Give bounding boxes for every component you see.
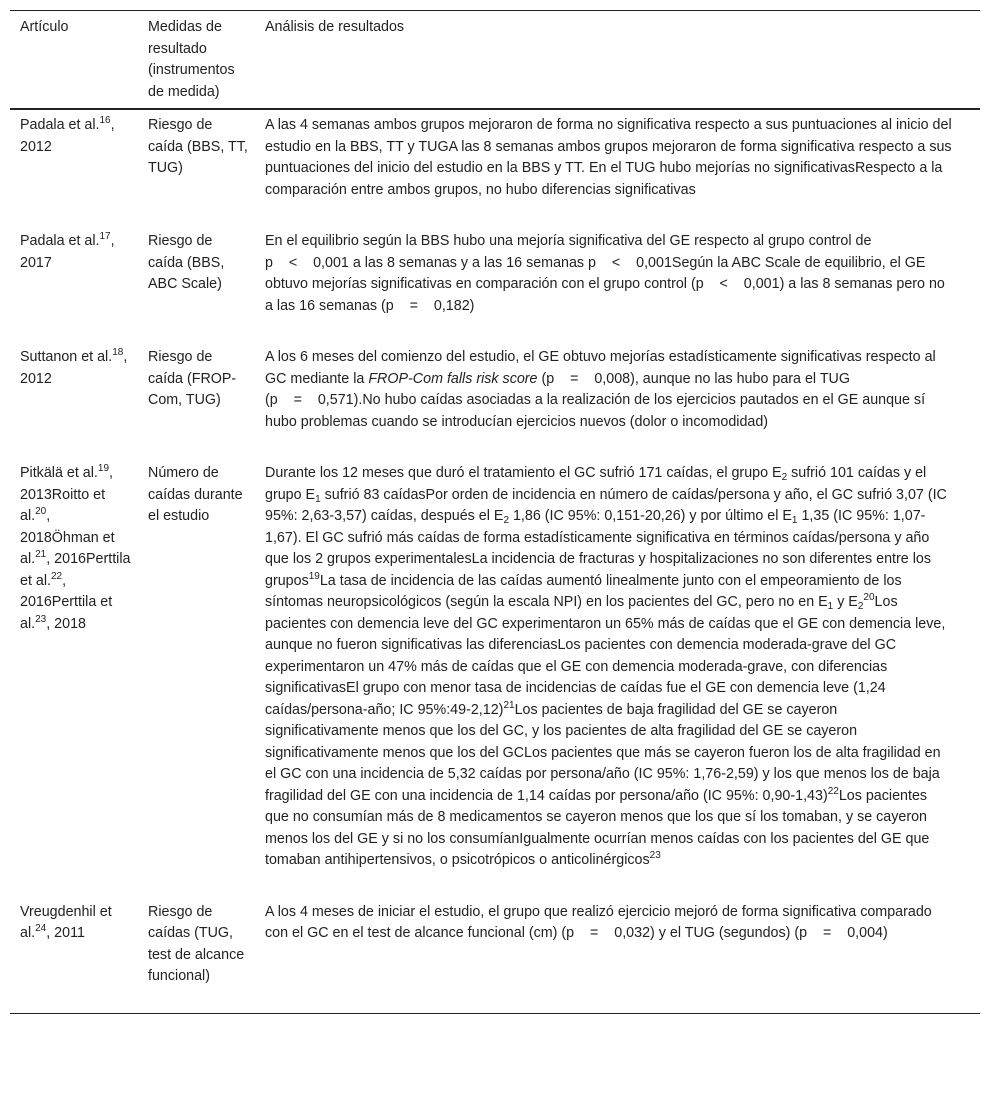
header-articulo: Artículo bbox=[20, 19, 69, 35]
header-row bbox=[10, 11, 980, 110]
analysis-text: A los 6 meses del comienzo del estudio, el GE obtuvo mejorías estadísticamente significativas respecto al GC mediante la FROP-Com falls risk score (p = 0,008), aunque no las hubo para el TUG (p = 0,571).No hubo caídas asociadas a la realización de los ejercicios pautados en el GE aunque sí hubo problemas cuando se introducían ejercicios nuevos (dolor o incomodidad) bbox=[265, 349, 936, 430]
table-row bbox=[10, 342, 980, 458]
analysis-text: A las 4 semanas ambos grupos mejoraron de forma no significativa respecto a sus puntuaciones al inicio del estudio en la BBS, TT y TUGA las 8 semanas ambos grupos mejoraron de forma significativa respecto a sus puntuaciones del inicio del estudio en la BBS y TT. En el TUG hubo mejorías no significativasRespecto a la comparación entre ambos grupos, no hubo diferencias significativas bbox=[265, 117, 952, 198]
analysis-text: A los 4 meses de iniciar el estudio, el grupo que realizó ejercicio mejoró de forma significativa comparado con el GC en el test de alcance funcional (cm) (p = 0,032) y el TUG (segundos) (p = 0,004) bbox=[265, 903, 932, 941]
article-cell bbox=[10, 897, 138, 1014]
measures-text: Riesgo de caída (BBS, TT, TUG) bbox=[148, 117, 248, 176]
measures-text: Riesgo de caídas (TUG, test de alcance funcional) bbox=[148, 903, 245, 984]
analysis-cell bbox=[255, 226, 980, 342]
analysis-text: Durante los 12 meses que duró el tratamiento el GC sufrió 171 caídas, el grupo $E_2$ sufrió 101 caídas y el grupo $E_1$ sufrió 83 caídasPor orden de incidencia en número de caídas/persona y año, el GC sufrió 3,07 (IC 95%: 2,63-3,57) caídas, después el $E_2$ 1,86 (IC 95%: 0,151-20,26) y por último el $E_1$ 1,35 (IC 95%: 1,07-1,67). El GC sufrió más caídas de forma estadísticamente significativa en términos caídas/persona y año que los 2 grupos experimentalesLa incidencia de fracturas y hospitalizaciones no son diferentes entre los grupos$^{19}$La tasa de incidencia de las caídas aumentó linealmente junto con el empeoramiento de los síntomas neuropsicológicos (según la escala NPI) en los pacientes del GC, pero no en $E_1$ y $E_2^{20}Los$ pacientes con demencia leve del GC experimentaron un 65% más de caídas que el GE con demencia leve, aunque no fueron significativas las diferenciasLos pacientes con demencia moderada-grave del GC experimentaron un 47% más de caídas que el GE con demencia moderada-grave, con diferencias significativasEl grupo con menor tasa de incidencias de caídas fue el GE con demencia leve (1,24 caídas/persona-año; IC 95%:49-2,12)$^{21}$Los pacientes de baja fragilidad del GE se cayeron significativamente menos que los del GC, y los pacientes de alta fragilidad del GE se cayeron significativamente menos que los del GCLos pacientes que más se cayeron fueron los de alta fragilidad en el GC con una incidencia de 5,32 caídas por persona/año (IC 95%: 1,76-2,59) y los que menos los de baja fragilidad del GE con una incidencia de 1,14 caídas por persona/año (IC 95%: 0,90-1,43)$^{22}$Los pacientes que no consumían más de 8 medicamentos se cayeron menos que los que sí los tomaban, y se cayeron menos los del GE y si no los consumíanIgualmente ocurrían menos caídas con los pacientes del GE que tomaban antihipertensivos, o psicotrópicos o anticolinérgicos$^{23}$ bbox=[265, 465, 947, 868]
analysis-text: En el equilibrio según la BBS hubo una mejoría significativa del GE respecto al grupo control de p < 0,001 a las 8 semanas y a las 16 semanas p < 0,001Según la ABC Scale de equilibrio, el GE obtuvo mejorías significativas en comparación con el grupo control (p < 0,001) a las 8 semanas pero no a las 16 semanas (p = 0,182) bbox=[265, 233, 945, 314]
header-medidas: Medidas de resultado (instrumentos de medida) bbox=[148, 19, 235, 100]
article-text: Vreugdenhil et al.$^{24}$, 2011 bbox=[20, 903, 112, 941]
measures-text: Número de caídas durante el estudio bbox=[148, 465, 243, 524]
article-cell bbox=[10, 109, 138, 226]
measures-cell bbox=[138, 897, 255, 1014]
measures-cell bbox=[138, 458, 255, 897]
header-analisis: Análisis de resultados bbox=[265, 19, 405, 35]
table-row bbox=[10, 458, 980, 897]
article-text: Pitkälä et al.$^{19}$, 2013Roitto et al.$^{20}$, 2018Öhman et al.$^{21}$, 2016Perttila et al.$^{22}$, 2016Perttila et al.$^{23}$, 2018 bbox=[20, 463, 131, 632]
table-row bbox=[10, 897, 980, 1014]
article-cell bbox=[10, 226, 138, 342]
table-row bbox=[10, 109, 980, 226]
article-cell bbox=[10, 342, 138, 458]
article-cell bbox=[10, 458, 138, 897]
measures-text: Riesgo de caída (BBS, ABC Scale) bbox=[148, 233, 225, 292]
measures-cell bbox=[138, 109, 255, 226]
results-table bbox=[10, 10, 980, 1014]
measures-cell bbox=[138, 342, 255, 458]
analysis-cell bbox=[255, 897, 980, 1014]
article-text: Padala et al.$^{17}$, 2017 bbox=[20, 231, 115, 271]
table-row bbox=[10, 226, 980, 342]
measures-text: Riesgo de caída (FROP-Com, TUG) bbox=[148, 349, 237, 408]
analysis-cell bbox=[255, 458, 980, 897]
measures-cell bbox=[138, 226, 255, 342]
article-text: Suttanon et al.$^{18}$, 2012 bbox=[20, 347, 128, 387]
analysis-cell bbox=[255, 109, 980, 226]
analysis-cell bbox=[255, 342, 980, 458]
article-text: Padala et al.$^{16}$, 2012 bbox=[20, 115, 115, 155]
